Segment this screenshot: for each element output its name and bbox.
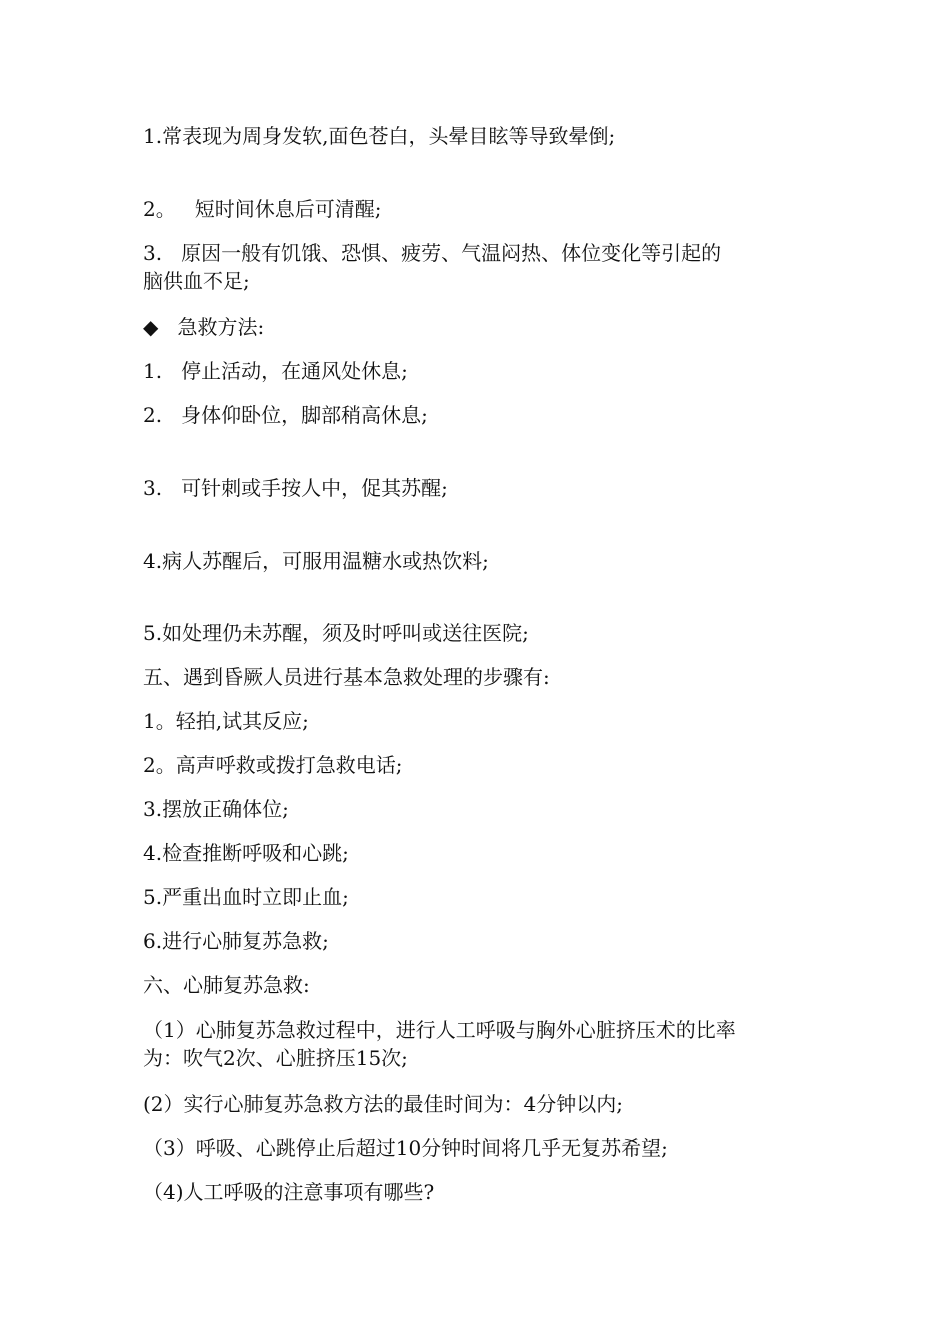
- text-line: （4)人工呼吸的注意事项有哪些?: [143, 1180, 435, 1204]
- text-line: 2. 身体仰卧位，脚部稍高休息;: [143, 403, 428, 427]
- text-line: （1）心肺复苏急救过程中，进行人工呼吸与胸外心脏挤压术的比率: [143, 1018, 736, 1042]
- text-line: 1.常表现为周身发软,面色苍白，头晕目眩等导致晕倒;: [143, 124, 616, 148]
- section-heading: 五、遇到昏厥人员进行基本急救处理的步骤有:: [143, 665, 550, 689]
- text-line: 3. 可针刺或手按人中，促其苏醒;: [143, 476, 448, 500]
- text-line: 为：吹气2次、心脏挤压15次;: [143, 1046, 408, 1070]
- text-line: 4.检查推断呼吸和心跳;: [143, 841, 349, 865]
- text-line: 4.病人苏醒后，可服用温糖水或热饮料;: [143, 549, 489, 573]
- text-line: ◆ 急救方法:: [143, 315, 265, 339]
- text-line: (2）实行心肺复苏急救方法的最佳时间为：4分钟以内;: [143, 1092, 623, 1116]
- text-line: 1. 停止活动，在通风处休息;: [143, 359, 408, 383]
- text-line: 6.进行心肺复苏急救;: [143, 929, 329, 953]
- text-line: （3）呼吸、心跳停止后超过10分钟时间将几乎无复苏希望;: [143, 1136, 668, 1160]
- text-line: 脑供血不足;: [143, 269, 250, 293]
- text-line: 3.摆放正确体位;: [143, 797, 289, 821]
- text-line: 2。 短时间休息后可清醒;: [143, 197, 382, 221]
- text-line: 2。高声呼救或拨打急救电话;: [143, 753, 403, 777]
- text-line: 1。轻拍,试其反应;: [143, 709, 309, 733]
- text-line: 5.严重出血时立即止血;: [143, 885, 349, 909]
- section-heading: 六、心肺复苏急救:: [143, 973, 310, 997]
- text-line: 3. 原因一般有饥饿、恐惧、疲劳、气温闷热、体位变化等引起的: [143, 241, 722, 265]
- text-line: 5.如处理仍未苏醒，须及时呼叫或送往医院;: [143, 621, 529, 645]
